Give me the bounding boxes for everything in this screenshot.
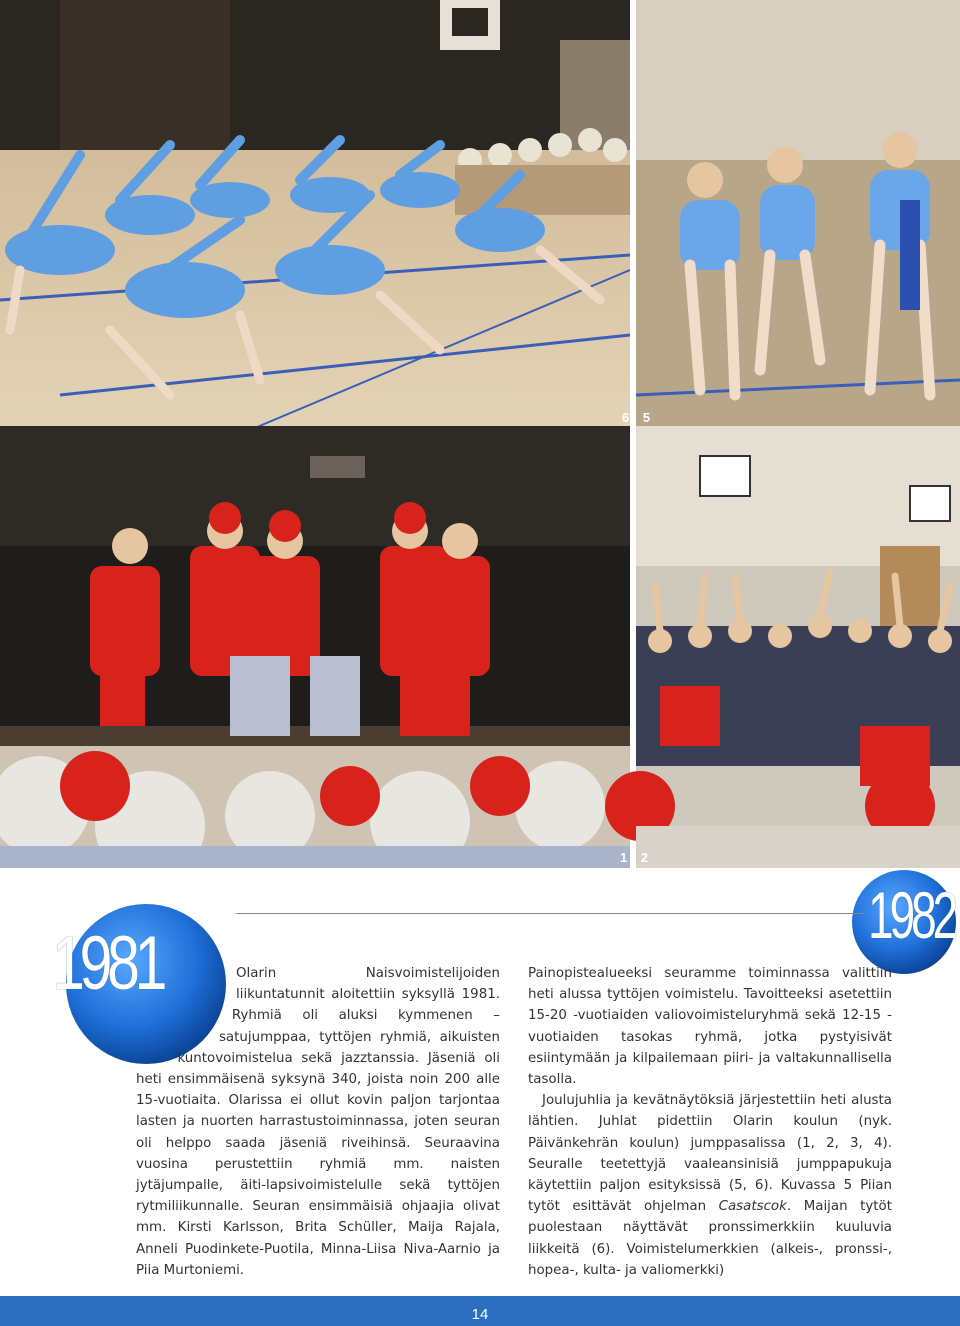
year-label-1981: 1981 xyxy=(52,921,163,1006)
article-right-p1-text: Painopistealueeksi seuramme toiminnassa valittiin heti alussa tyttöjen voimistelu. Tavoitteeksi asetettiin 15-20 -vuotiaiden valiovoimisteluryhmä sekä 12-15 -vuotiaiden tasokas ryhmä, jotka pystyisivät esiintymään ja kilpailemaan piiri- ja valtakunnallisella tasolla. xyxy=(528,966,892,1088)
photo-performers-red xyxy=(0,426,960,868)
article-right xyxy=(528,963,892,1281)
article-right-p2-italic: Casatscok xyxy=(718,1199,787,1215)
photo-label-top: 6 5 xyxy=(622,410,656,425)
article-left-p1 xyxy=(136,963,500,1281)
page-number: 14 xyxy=(471,1306,489,1323)
year-label-1982: 1982 xyxy=(868,878,954,952)
header-rule xyxy=(236,913,864,914)
photo-gymnasts-blue xyxy=(0,0,960,430)
gym-photo-red-costumes-icon xyxy=(0,426,960,868)
article-right-p2 xyxy=(528,1090,892,1281)
article-right-p2-text-a: Joulujuhlia ja kevätnäytöksiä järjestettiin heti alusta lähtien. Juhlat pidettiin Olarin koulun (nyk. Päivänkehrän koulun) jumppasalissa (1, 2, 3, 4). Seuralle teetettyjä vaaleansinisiä jumppapukuja käytettiin paljon esityksissä (5, 6). Kuvassa 5 Piian tytöt esittävät ohjelman xyxy=(528,1093,892,1215)
article-right-p1 xyxy=(528,963,892,1090)
photo-label-bottom: 1 2 xyxy=(620,850,654,865)
article-left-p1-text: Olarin Naisvoimistelijoiden liikuntatunnit aloitettiin syksyllä 1981. Ryhmiä oli aluksi kymmenen – satujumppaa, tyttöjen ryhmiä, aikuisten kuntovoimistelua sekä jazztanssia. Jäseniä oli heti ensimmäisenä syksynä 340, joista noin 200 alle 15-vuotiaita. Olarissa ei ollut kovin paljon tarjontaa lasten ja nuorten harrastustoiminnassa, joten seuran oli helppo saada jäseniä riveihinsä. Seuraavina vuosina perustettiin ryhmiä mm. naisten jytäjumpalle, äiti-lapsivoimistelulle sekä tyttöjen rytmiliikunnalle. Seuran ensimmäisiä ohjaajia olivat mm. Kirsti Karlsson, Brita Schüller, Maija Rajala, Anneli Puodinkete-Puotila, Minna-Liisa Niva-Aarnio ja Piia Murtoniemi. xyxy=(136,966,500,1278)
article-right-p2-text-b: . Maijan tytöt puolestaan näyttävät pronssimerkkiin kuuluvia liikkeitä (6). Voimistelumerkkien (alkeis-, pronssi-, hopea-, kulta- ja valiomerkki) xyxy=(528,1199,892,1278)
gym-photo-blue-leotards-icon xyxy=(0,0,960,430)
article-left xyxy=(136,963,500,1281)
